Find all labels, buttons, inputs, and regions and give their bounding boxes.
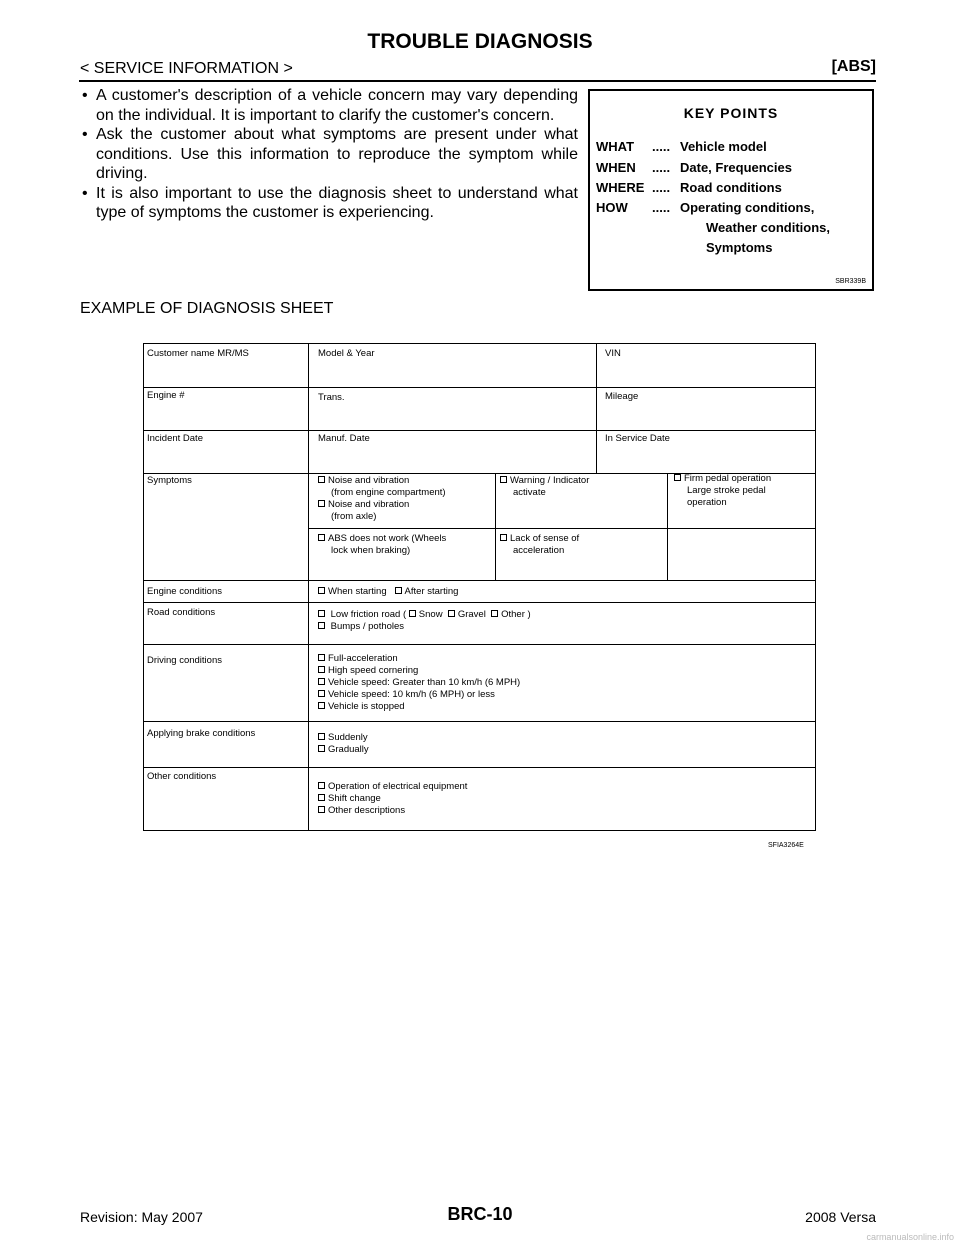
option-label: operation <box>687 497 727 508</box>
checkbox[interactable] <box>318 500 325 507</box>
field-customer-name: Customer name MR/MS <box>147 348 249 359</box>
option-label: High speed cornering <box>328 665 419 676</box>
other-condition-options <box>318 781 467 817</box>
option-label: Vehicle is stopped <box>328 701 405 712</box>
label-driving-conditions: Driving conditions <box>147 655 222 666</box>
footer-page-number: BRC-10 <box>447 1204 513 1224</box>
checkbox[interactable] <box>318 745 325 752</box>
checkbox[interactable] <box>318 702 325 709</box>
key-point-key: WHAT <box>596 139 635 154</box>
option-label: Noise and vibration <box>328 499 410 510</box>
checkbox[interactable] <box>318 476 325 483</box>
page-title: TROUBLE DIAGNOSIS <box>367 30 593 53</box>
symptom-lack-acceleration <box>500 533 579 557</box>
checkbox[interactable] <box>500 476 507 483</box>
sheet-rule <box>144 721 815 722</box>
option-label: lock when braking) <box>331 545 411 556</box>
checkbox[interactable] <box>318 678 325 685</box>
key-point-row-how <box>596 200 814 215</box>
engine-condition-options <box>318 586 458 598</box>
intro-bullet-list <box>80 86 578 223</box>
sheet-rule <box>144 767 815 768</box>
key-point-dots: ..... <box>652 200 671 215</box>
figure-code: SFIA3264E <box>768 842 804 849</box>
checkbox[interactable] <box>318 654 325 661</box>
key-point-dots: ..... <box>652 139 671 154</box>
option-label: ABS does not work (Wheels <box>328 533 447 544</box>
key-point-row-where <box>596 180 782 195</box>
checkbox[interactable] <box>318 666 325 673</box>
option-label: acceleration <box>513 545 565 556</box>
key-point-value: Operating conditions, <box>680 200 815 215</box>
option-label: Gradually <box>328 744 369 755</box>
sheet-rule <box>308 528 815 529</box>
field-incident-date: Incident Date <box>147 433 203 444</box>
option-label: (from engine compartment) <box>331 487 446 498</box>
diagnosis-sheet <box>143 343 816 831</box>
key-point-continuation: Symptoms <box>706 240 773 255</box>
key-point-value: Date, Frequencies <box>680 160 792 175</box>
road-condition-options <box>318 609 531 633</box>
field-vin: VIN <box>605 348 621 359</box>
option-label: Operation of electrical equipment <box>328 781 468 792</box>
checkbox[interactable] <box>491 610 498 617</box>
checkbox[interactable] <box>318 610 325 617</box>
option-label: Vehicle speed: Greater than 10 km/h (6 MPH) <box>328 677 521 688</box>
key-point-value: Vehicle model <box>680 139 767 154</box>
checkbox[interactable] <box>395 587 402 594</box>
option-label: Low friction road ( <box>330 609 407 620</box>
option-label: Gravel <box>457 609 486 620</box>
key-point-value: Road conditions <box>680 180 782 195</box>
field-mileage: Mileage <box>605 391 639 402</box>
checkbox[interactable] <box>318 690 325 697</box>
option-label: activate <box>513 487 546 498</box>
checkbox[interactable] <box>500 534 507 541</box>
symptom-firm-pedal <box>674 473 771 509</box>
key-point-row-what <box>596 139 767 154</box>
key-point-key: WHEN <box>596 160 636 175</box>
option-label: After starting <box>404 586 459 597</box>
footer-revision: Revision: May 2007 <box>80 1209 203 1225</box>
driving-condition-options <box>318 653 520 713</box>
key-points-title: KEY POINTS <box>683 105 779 121</box>
symptom-noise-engine <box>318 475 446 523</box>
header-rule <box>79 80 876 82</box>
option-label: Other descriptions <box>328 805 406 816</box>
example-heading: EXAMPLE OF DIAGNOSIS SHEET <box>80 300 334 317</box>
figure-code: SBR339B <box>835 278 866 285</box>
option-label: When starting <box>328 586 387 597</box>
sheet-rule <box>495 473 496 580</box>
option-label: Full-acceleration <box>328 653 398 664</box>
option-label: Other ) <box>501 609 531 620</box>
field-in-service-date: In Service Date <box>605 433 670 444</box>
option-label: Noise and vibration <box>328 475 410 486</box>
watermark: carmanualsonline.info <box>866 1232 954 1242</box>
bullet-item: • Ask the customer about what symptoms are present under what conditions. Use this information to reproduce the symptom while driving. <box>80 125 578 184</box>
label-other-conditions: Other conditions <box>147 771 217 782</box>
option-label: Warning / Indicator <box>510 475 590 486</box>
checkbox[interactable] <box>674 474 681 481</box>
option-label: Firm pedal operation <box>684 473 772 484</box>
option-label: Lack of sense of <box>510 533 580 544</box>
sheet-rule <box>308 344 309 830</box>
sheet-rule <box>144 387 815 388</box>
key-point-key: WHERE <box>596 180 645 195</box>
checkbox[interactable] <box>318 794 325 801</box>
symptom-abs-not-work <box>318 533 446 557</box>
brake-condition-options <box>318 732 369 756</box>
key-points-figure <box>588 89 874 291</box>
checkbox[interactable] <box>409 610 416 617</box>
label-applying-brake-conditions: Applying brake conditions <box>147 728 256 739</box>
field-trans: Trans. <box>318 392 345 403</box>
sheet-rule <box>144 430 815 431</box>
sheet-rule <box>144 644 815 645</box>
sheet-rule <box>144 602 815 603</box>
field-manuf-date: Manuf. Date <box>318 433 370 444</box>
option-label: Shift change <box>328 793 381 804</box>
option-label: Bumps / potholes <box>330 621 405 632</box>
key-point-row-when <box>596 160 792 175</box>
bullet-item: • It is also important to use the diagnosis sheet to understand what type of symptoms the customer is experiencing. <box>80 184 578 223</box>
key-point-key: HOW <box>596 200 628 215</box>
key-point-dots: ..... <box>652 180 671 195</box>
sheet-rule <box>596 430 597 473</box>
label-symptoms: Symptoms <box>147 475 192 486</box>
bullet-item: • A customer's description of a vehicle concern may vary depending on the individual. It is important to clarify the customer's concern. <box>80 86 578 125</box>
sheet-rule <box>144 580 815 581</box>
footer-model: 2008 Versa <box>805 1209 876 1225</box>
checkbox[interactable] <box>318 534 325 541</box>
key-point-continuation: Weather conditions, <box>706 220 830 235</box>
checkbox[interactable] <box>318 782 325 789</box>
option-label: Large stroke pedal <box>687 485 766 496</box>
checkbox[interactable] <box>448 610 455 617</box>
field-engine-number: Engine # <box>147 390 185 401</box>
label-road-conditions: Road conditions <box>147 607 216 618</box>
option-label: Snow <box>418 609 443 620</box>
key-point-dots: ..... <box>652 160 671 175</box>
checkbox[interactable] <box>318 622 325 629</box>
section-tag: [ABS] <box>831 58 876 75</box>
field-model-year: Model & Year <box>318 348 375 359</box>
section-label: < SERVICE INFORMATION > <box>80 60 293 77</box>
sheet-rule <box>667 473 668 580</box>
checkbox[interactable] <box>318 733 325 740</box>
symptom-warning-indicator <box>500 475 589 499</box>
checkbox[interactable] <box>318 806 325 813</box>
option-label: (from axle) <box>331 511 377 522</box>
checkbox[interactable] <box>318 587 325 594</box>
label-engine-conditions: Engine conditions <box>147 586 222 597</box>
option-label: Suddenly <box>328 732 368 743</box>
option-label: Vehicle speed: 10 km/h (6 MPH) or less <box>328 689 495 700</box>
